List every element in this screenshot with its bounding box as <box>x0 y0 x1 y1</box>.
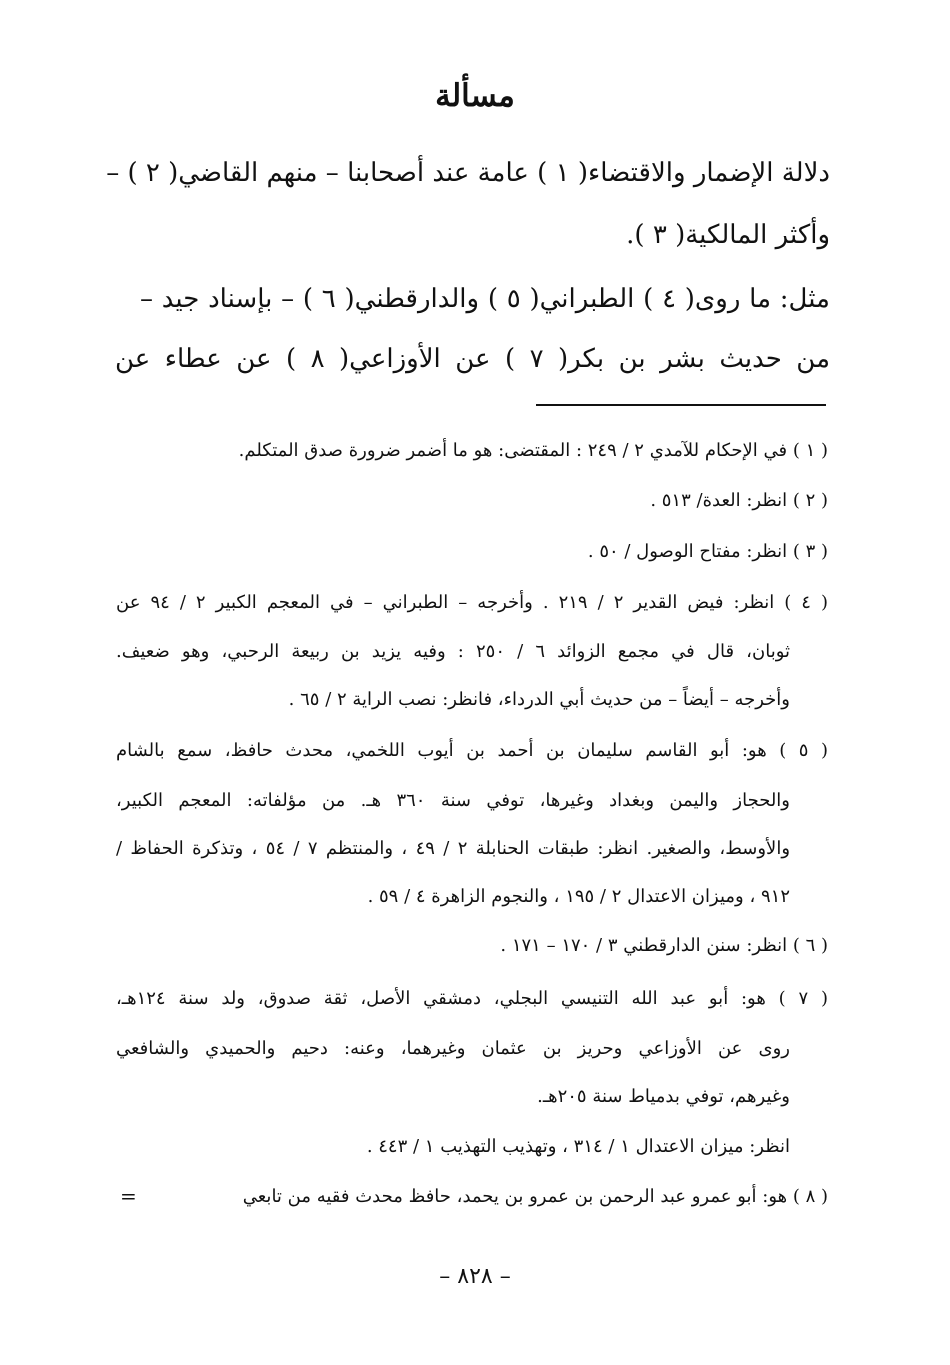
footnote-separator <box>536 404 826 406</box>
page-number: – ٨٢٨ – <box>439 1264 511 1289</box>
page-title: مسألة <box>435 78 515 114</box>
footnote-5-line-3: والأوسط، والصغير. انظر: طبقات الحنابلة ٢ / ٤٩ ، والمنتظم ٧ / ٥٤ ، وتذكرة الحفاظ / <box>116 838 791 859</box>
main-line-4: من حديث بشر بن بكر( ٧ ) عن الأوزاعي( ٨ ) عن عطاء عن <box>115 344 830 374</box>
footnote-5-line-4: ٩١٢ ، وميزان الاعتدال ٢ / ١٩٥ ، والنجوم الزاهرة ٤ / ٥٩ . <box>367 886 790 907</box>
footnote-3: ( ٣ ) انظر: مفتاح الوصول / ٥٠ . <box>587 541 828 562</box>
footnote-7-line-2: روى عن الأوزاعي وحريز بن عثمان وغيرهما، وعنه: دحيم والحميدي والشافعي <box>116 1038 790 1059</box>
main-line-3: مثل: ما روى( ٤ ) الطبراني( ٥ ) والدارقطني( ٦ ) – بإسناد جيد – <box>140 284 830 314</box>
footnote-8-line-1: ( ٨ ) هو: أبو عمرو عبد الرحمن بن عمرو بن يحمد، حافظ محدث فقيه من تابعي <box>242 1186 828 1207</box>
footnote-7-line-1: ( ٧ ) هو: أبو عبد الله التنيسي البجلي، دمشقي الأصل، ثقة صدوق، ولد سنة ١٢٤هـ، <box>116 988 828 1009</box>
main-line-2: وأكثر المالكية( ٣ ). <box>626 220 830 250</box>
footnote-1: ( ١ ) في الإحكام للآمدي ٢ / ٢٤٩ : المقتضى: هو ما أضمر ضرورة صدق المتكلم. <box>238 440 828 461</box>
main-line-1: دلالة الإضمار والاقتضاء( ١ ) عامة عند أصحابنا – منهم القاضي( ٢ ) – <box>106 158 830 188</box>
footnote-5-line-2: والحجاز واليمن وبغداد وغيرها، توفي سنة ٣٦٠ هـ. من مؤلفاته: المعجم الكبير، <box>116 790 791 811</box>
footnote-7-line-4: انظر: ميزان الاعتدال ١ / ٣١٤ ، وتهذيب التهذيب ١ / ٤٤٣ . <box>366 1136 790 1157</box>
footnote-6: ( ٦ ) انظر: سنن الدارقطني ٣ / ١٧٠ – ١٧١ . <box>500 935 828 956</box>
footnote-4-line-3: وأخرجه – أيضاً – من حديث أبي الدرداء، فانظر: نصب الراية ٢ / ٦٥ . <box>288 689 790 710</box>
footnote-4-line-2: ثوبان، قال في مجمع الزوائد ٦ / ٢٥٠ : وفيه يزيد بن ربيعة الرحبي، وهو ضعيف. <box>116 641 791 662</box>
footnote-4-line-1: ( ٤ ) انظر: فيض القدير ٢ / ٢١٩ . وأخرجه – الطبراني – في المعجم الكبير ٢ / ٩٤ عن <box>116 592 828 613</box>
continuation-mark: = <box>120 1184 137 1208</box>
footnote-2: ( ٢ ) انظر: العدة/ ٥١٣ . <box>650 490 828 511</box>
footnote-5-line-1: ( ٥ ) هو: أبو القاسم سليمان بن أحمد بن أيوب اللخمي، محدث حافظ، سمع بالشام <box>116 740 829 761</box>
footnote-7-line-3: وغيرهم، توفي بدمياط سنة ٢٠٥هـ. <box>537 1086 790 1107</box>
